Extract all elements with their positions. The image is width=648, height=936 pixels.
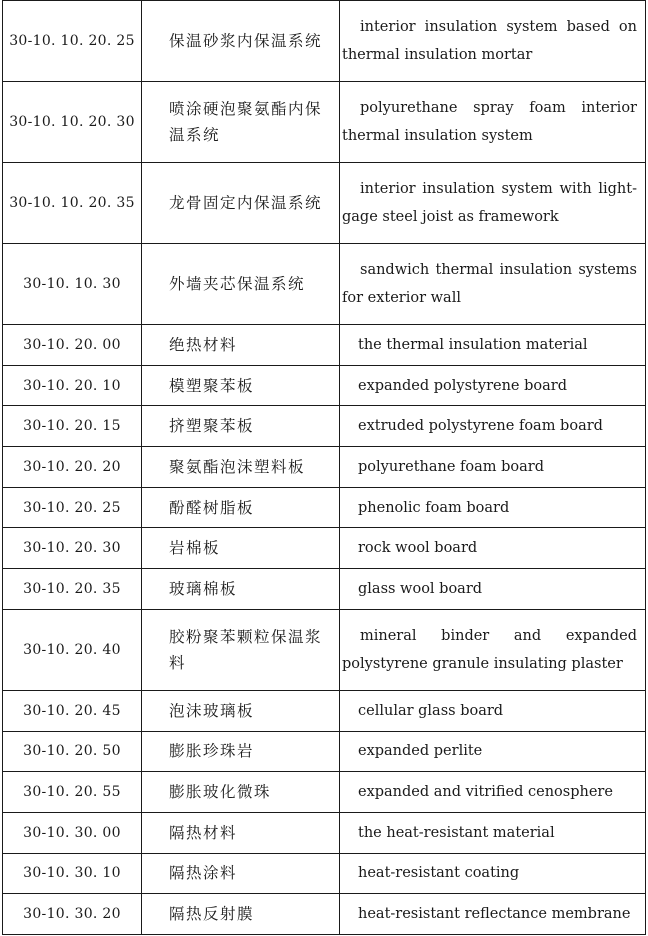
term-chinese: 喷涂硬泡聚氨酯内保温系统 bbox=[142, 82, 340, 163]
term-chinese: 聚氨酯泡沫塑料板 bbox=[142, 447, 340, 488]
term-code: 30-10. 30. 20 bbox=[3, 894, 142, 935]
term-code: 30-10. 20. 10 bbox=[3, 365, 142, 406]
term-chinese: 保温砂浆内保温系统 bbox=[142, 1, 340, 82]
term-chinese: 龙骨固定内保温系统 bbox=[142, 163, 340, 244]
table-row bbox=[3, 690, 646, 731]
table-row bbox=[3, 569, 646, 610]
term-code: 30-10. 20. 25 bbox=[3, 487, 142, 528]
term-code: 30-10. 10. 20. 25 bbox=[3, 1, 142, 82]
table-row bbox=[3, 731, 646, 772]
term-english: expanded and vitrified cenosphere bbox=[340, 772, 646, 813]
term-code: 30-10. 20. 40 bbox=[3, 609, 142, 690]
terminology-table-body bbox=[3, 1, 646, 935]
term-code: 30-10. 10. 30 bbox=[3, 244, 142, 325]
term-code: 30-10. 30. 10 bbox=[3, 853, 142, 894]
term-code: 30-10. 20. 15 bbox=[3, 406, 142, 447]
term-english: mineral binder and expanded polystyrene granule insulating plaster bbox=[340, 609, 646, 690]
term-english: interior insulation system with light-gage steel joist as framework bbox=[340, 163, 646, 244]
table-row bbox=[3, 528, 646, 569]
term-english: rock wool board bbox=[340, 528, 646, 569]
table-row bbox=[3, 853, 646, 894]
term-chinese: 膨胀玻化微珠 bbox=[142, 772, 340, 813]
term-chinese: 隔热反射膜 bbox=[142, 894, 340, 935]
term-chinese: 隔热涂料 bbox=[142, 853, 340, 894]
term-chinese: 泡沫玻璃板 bbox=[142, 690, 340, 731]
table-row bbox=[3, 894, 646, 935]
term-chinese: 模塑聚苯板 bbox=[142, 365, 340, 406]
term-chinese: 岩棉板 bbox=[142, 528, 340, 569]
term-code: 30-10. 20. 35 bbox=[3, 569, 142, 610]
table-row bbox=[3, 244, 646, 325]
table-row bbox=[3, 772, 646, 813]
term-chinese: 挤塑聚苯板 bbox=[142, 406, 340, 447]
term-english: sandwich thermal insulation systems for exterior wall bbox=[340, 244, 646, 325]
term-chinese: 隔热材料 bbox=[142, 812, 340, 853]
term-english: expanded perlite bbox=[340, 731, 646, 772]
term-english: heat-resistant reflectance membrane bbox=[340, 894, 646, 935]
table-row bbox=[3, 1, 646, 82]
terminology-table bbox=[2, 0, 646, 935]
term-english: heat-resistant coating bbox=[340, 853, 646, 894]
term-english: the thermal insulation material bbox=[340, 325, 646, 366]
table-row bbox=[3, 163, 646, 244]
table-row bbox=[3, 406, 646, 447]
table-row bbox=[3, 609, 646, 690]
term-code: 30-10. 10. 20. 35 bbox=[3, 163, 142, 244]
term-code: 30-10. 20. 50 bbox=[3, 731, 142, 772]
term-chinese: 玻璃棉板 bbox=[142, 569, 340, 610]
term-english: the heat-resistant material bbox=[340, 812, 646, 853]
term-code: 30-10. 30. 00 bbox=[3, 812, 142, 853]
term-english: polyurethane spray foam interior thermal insulation system bbox=[340, 82, 646, 163]
term-english: interior insulation system based on thermal insulation mortar bbox=[340, 1, 646, 82]
table-row bbox=[3, 447, 646, 488]
term-code: 30-10. 20. 45 bbox=[3, 690, 142, 731]
term-english: phenolic foam board bbox=[340, 487, 646, 528]
term-english: glass wool board bbox=[340, 569, 646, 610]
term-english: extruded polystyrene foam board bbox=[340, 406, 646, 447]
term-code: 30-10. 20. 20 bbox=[3, 447, 142, 488]
table-row bbox=[3, 487, 646, 528]
term-code: 30-10. 20. 00 bbox=[3, 325, 142, 366]
term-chinese: 外墙夹芯保温系统 bbox=[142, 244, 340, 325]
term-code: 30-10. 20. 30 bbox=[3, 528, 142, 569]
table-row bbox=[3, 82, 646, 163]
table-row bbox=[3, 365, 646, 406]
table-row bbox=[3, 325, 646, 366]
term-chinese: 酚醛树脂板 bbox=[142, 487, 340, 528]
term-english: polyurethane foam board bbox=[340, 447, 646, 488]
term-english: cellular glass board bbox=[340, 690, 646, 731]
term-chinese: 绝热材料 bbox=[142, 325, 340, 366]
term-chinese: 胶粉聚苯颗粒保温浆料 bbox=[142, 609, 340, 690]
term-code: 30-10. 10. 20. 30 bbox=[3, 82, 142, 163]
term-code: 30-10. 20. 55 bbox=[3, 772, 142, 813]
table-row bbox=[3, 812, 646, 853]
term-english: expanded polystyrene board bbox=[340, 365, 646, 406]
term-chinese: 膨胀珍珠岩 bbox=[142, 731, 340, 772]
